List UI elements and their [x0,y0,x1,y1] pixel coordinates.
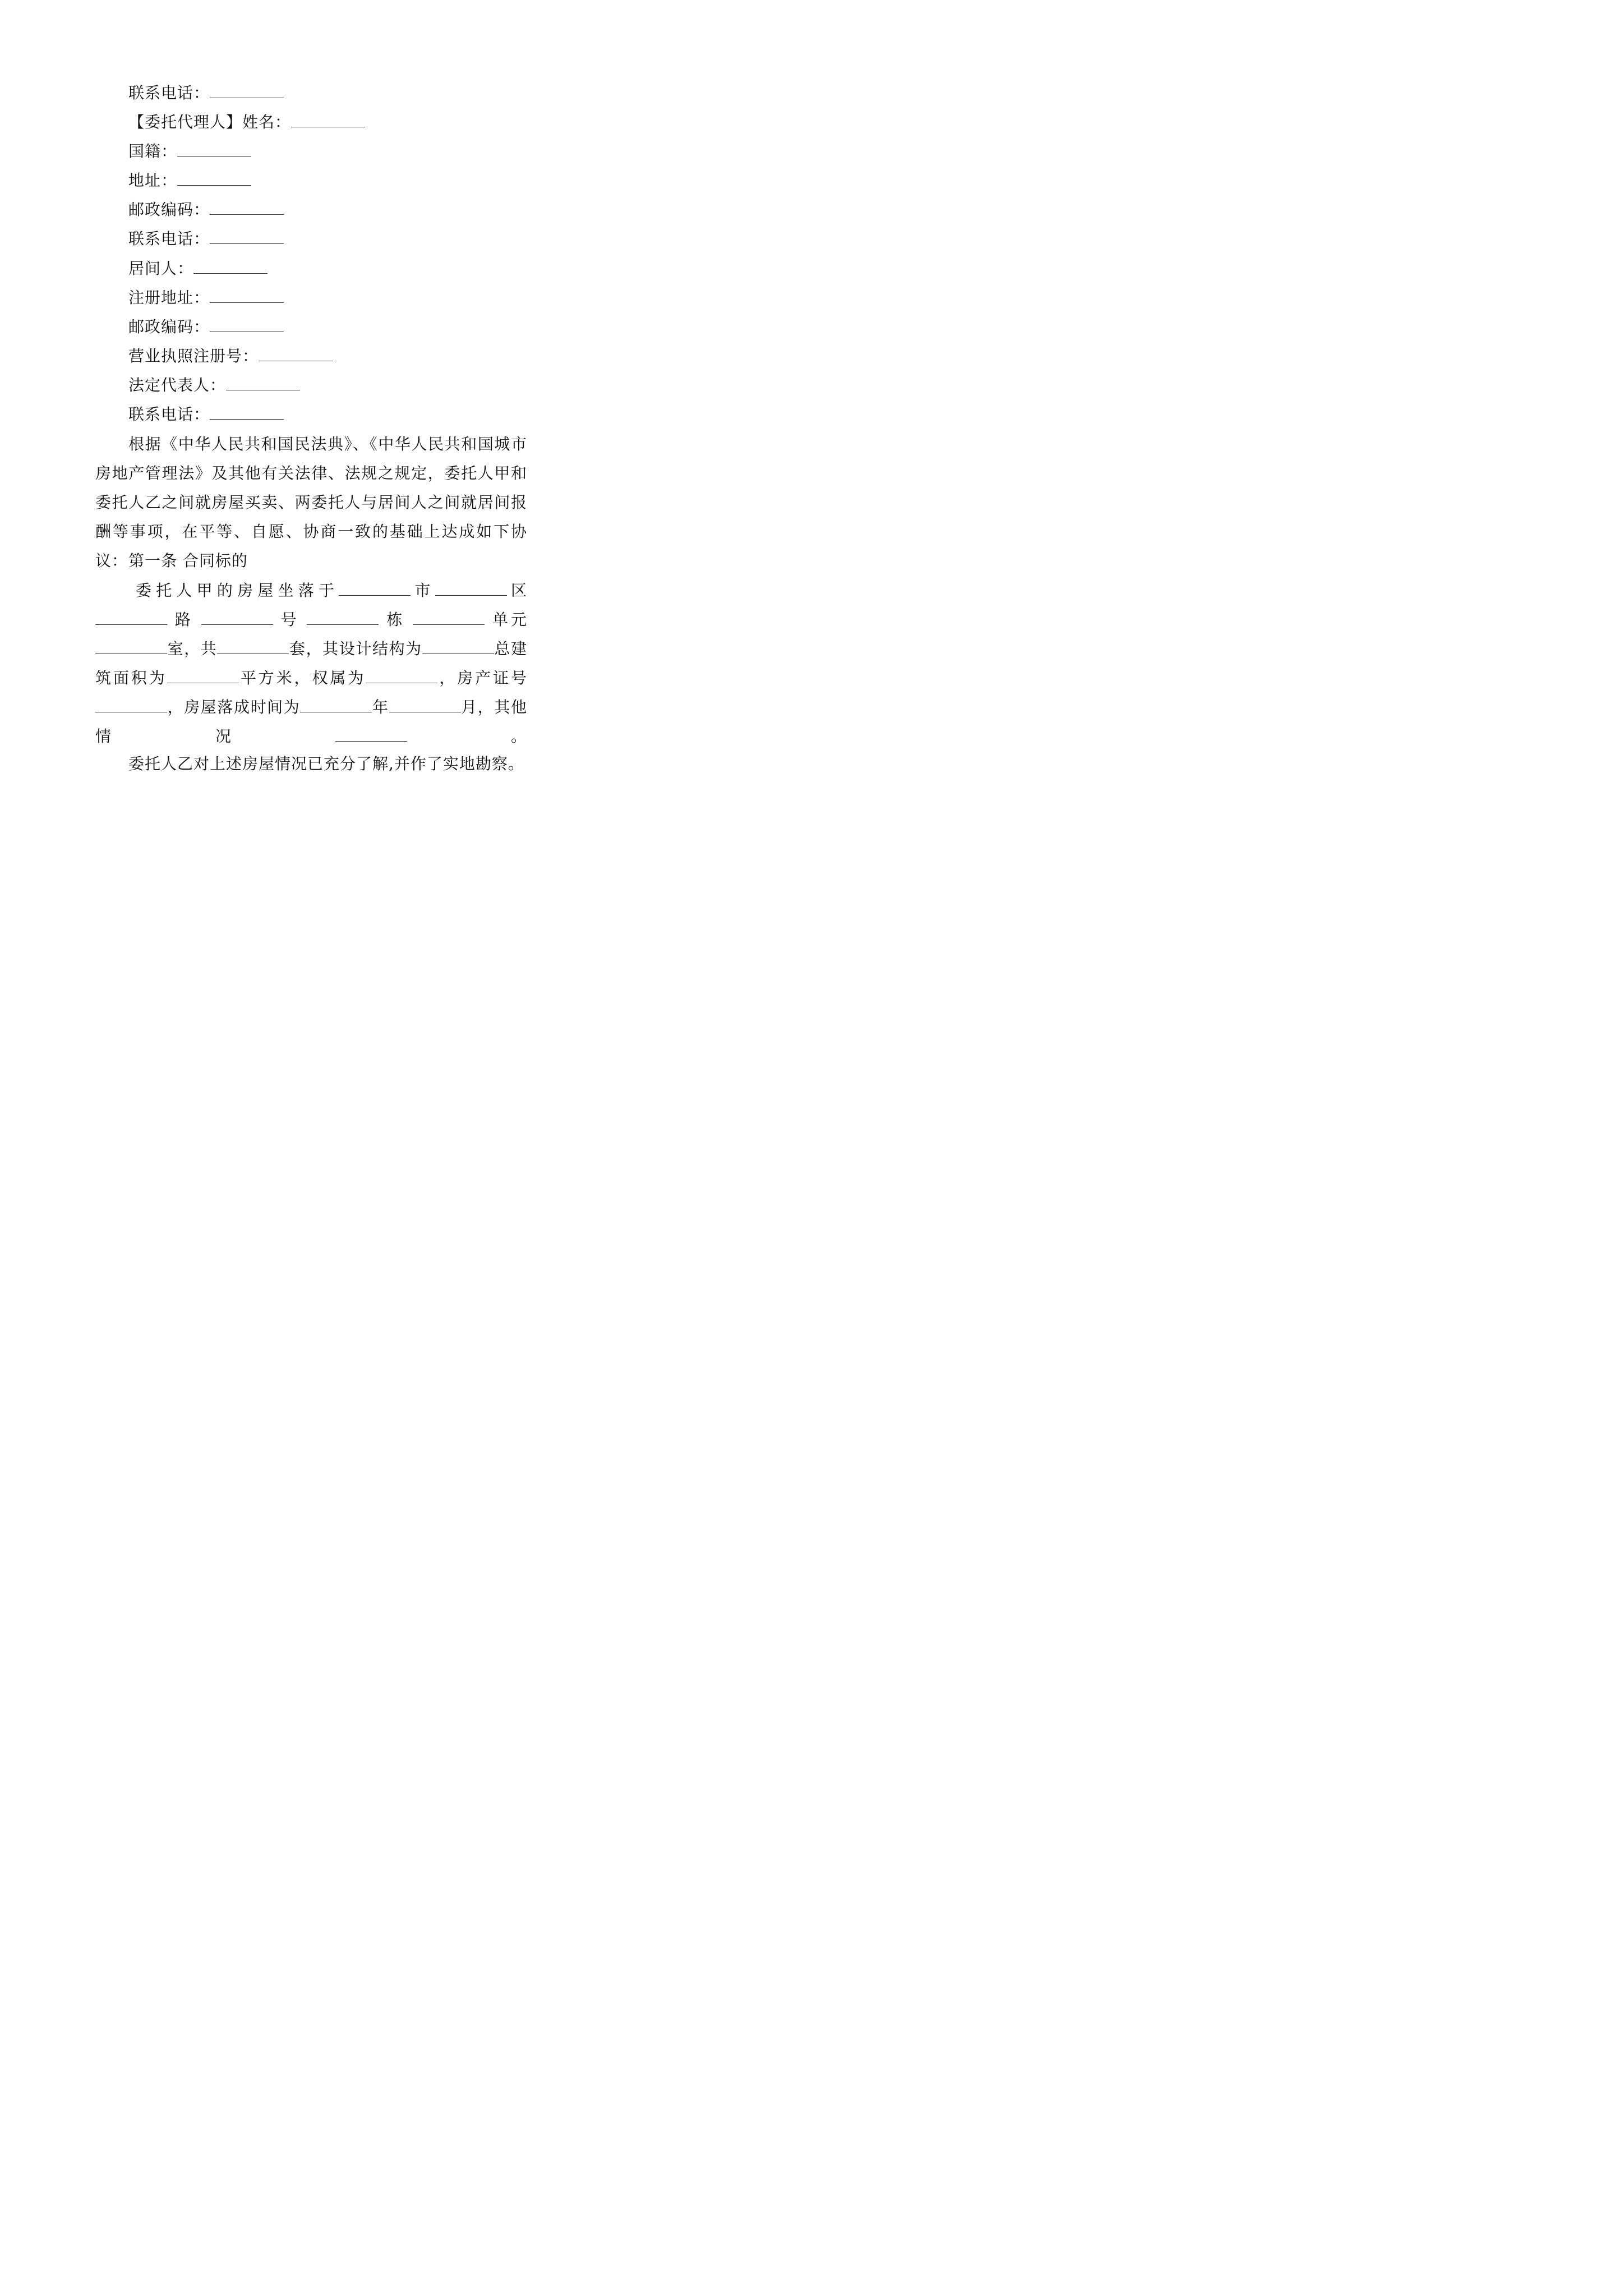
article-title: 第一条 合同标的 [128,551,248,570]
field-contact-phone-3 [128,404,284,424]
blank-line [95,639,167,654]
field-label: 地址： [128,171,178,190]
field-label: 注册地址： [128,288,210,307]
article-text: 委托人甲的房屋坐落于 [136,581,339,600]
blank-line [435,581,507,596]
article-text: 总建筑面积为 [95,639,527,687]
article-text: 室，共 [167,639,218,658]
article-text: 路 [174,610,193,629]
closing-paragraph: 委托人乙对上述房屋情况已充分了解,并作了实地勘察。 [128,754,524,773]
field-label: 国籍： [128,142,178,160]
article-text: 月，其他情况 [95,698,527,746]
blank-line [167,668,239,683]
blank-line [210,83,284,98]
blank-line [177,141,251,157]
field-business-license [128,346,333,366]
field-label: 营业执照注册号： [128,347,259,365]
blank-line [366,668,437,683]
blank-line [291,112,365,127]
blank-line [226,375,300,390]
article-text: 平方米，权属为 [238,669,366,687]
blank-line [339,581,411,596]
blank-line [210,200,284,215]
field-label: 【委托代理人】姓名： [128,113,292,131]
blank-line [300,697,372,712]
field-label: 法定代表人： [128,376,227,394]
blank-line [95,697,167,712]
field-label: 联系电话： [128,405,210,424]
field-label: 邮政编码： [128,318,210,336]
article-text: ，房产证号 [437,669,527,687]
field-postcode-2 [128,317,284,337]
field-nationality [128,141,251,161]
blank-line [177,171,251,186]
blank-line [259,346,333,361]
field-contact-phone-1 [128,83,284,103]
blank-line [210,229,284,244]
field-registered-address [128,288,284,307]
article-text: 单元 [492,610,527,629]
field-intermediary [128,259,268,278]
field-label: 联系电话： [128,229,210,248]
blank-line [413,610,485,625]
article-body [95,576,527,751]
blank-line [335,726,407,742]
article-text: 套，其设计结构为 [289,639,422,658]
field-label: 邮政编码： [128,200,210,219]
article-text: 栋 [386,610,405,629]
field-contact-phone-2 [128,229,284,249]
blank-line [210,317,284,332]
article-text: 区 [506,581,527,600]
blank-line [201,610,273,625]
blank-line [95,610,167,625]
blank-line [193,259,268,274]
field-address [128,171,251,190]
blank-line [210,404,284,420]
blank-line [307,610,379,625]
intro-paragraph: 根据《中华人民共和国民法典》、《中华人民共和国城市房地产管理法》及其他有关法律、法规之规定，委托人甲和委托人乙之间就房屋买卖、两委托人与居间人之间就居间报酬等事项，在平等、自愿、协商一致的基础上达成如下协议： [95,435,527,570]
article-text: 年 [372,698,389,716]
blank-line [210,288,284,303]
field-postcode-1 [128,200,284,219]
article-text: 号 [280,610,299,629]
field-legal-representative [128,375,300,395]
blank-line [217,639,289,654]
blank-line [389,697,461,712]
article-text: 市 [411,581,435,600]
article-text: ，房屋落成时间为 [167,698,301,716]
field-label: 居间人： [128,259,194,278]
blank-line [422,639,494,654]
document-page [0,0,615,869]
article-text: 。 [407,727,527,746]
field-agent-name [128,112,365,132]
field-label: 联系电话： [128,84,210,102]
